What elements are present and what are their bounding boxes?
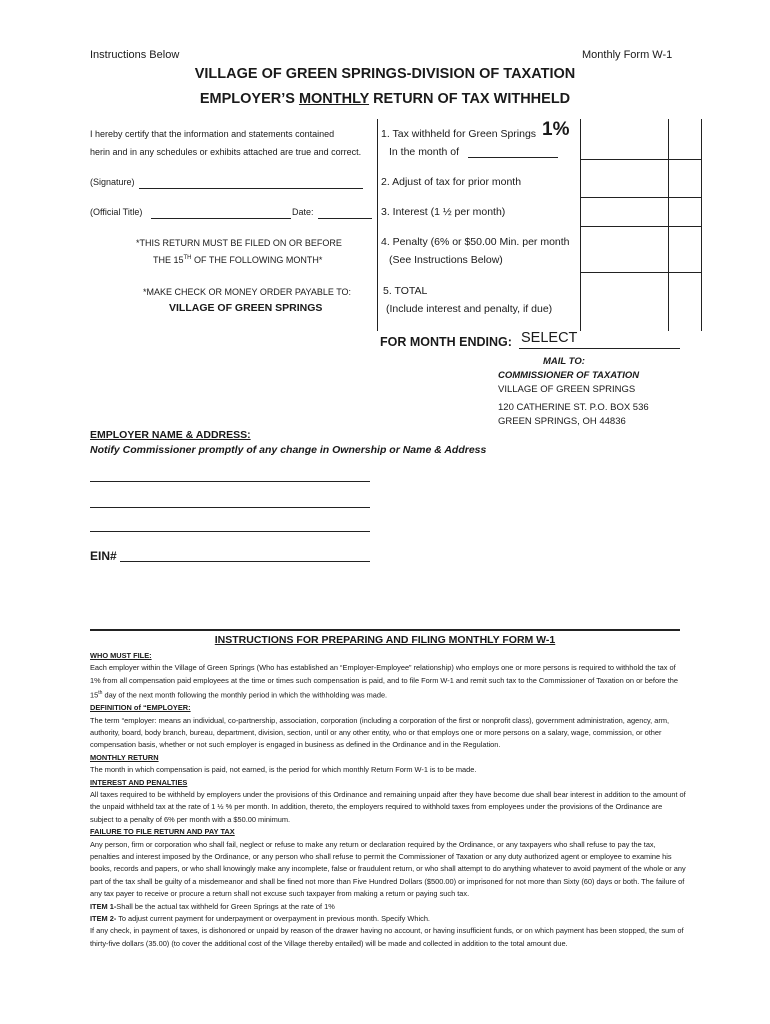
who-must-file-heading: WHO MUST FILE: [90, 651, 152, 660]
official-title-field[interactable] [151, 218, 291, 219]
item-1-month-label: In the month of [389, 146, 460, 158]
item-1-label: 1. Tax withheld for Green Springs [381, 128, 537, 140]
ein-label: EIN# [90, 549, 117, 563]
items-right-border [701, 119, 702, 331]
dishonored-check-text: If any check, in payment of taxes, is dishonored or unpaid by reason of the drawer having no account, or having insufficient funds, or on which payment has been stopped, the sum of thirty-five dollars (35.00) (to cover the additional cost of the Village thereby entailed) will be made and collected in addition to the total amount due. [90, 926, 684, 948]
item-2-row-line [580, 197, 701, 198]
item-2-amount-input[interactable] [582, 161, 667, 196]
payee-name: VILLAGE OF GREEN SPRINGS [169, 302, 323, 314]
page-title: VILLAGE OF GREEN SPRINGS-DIVISION OF TAXATION [194, 66, 576, 82]
item-3-amount-input[interactable] [582, 199, 667, 225]
mail-to-label: MAIL TO: [543, 356, 585, 367]
definition-text: The term “employer: means an individual, co-partnership, association, corporation (including a corporation of the first or nonprofit class), government administration, agency, arm, authority, board, body branch, bureau, department, division, section, until or any other entity, who or that employs one or more persons on a salary, wage, commission, or other compensation basis, whether or not such employer is engaged in business as defined in the Ordinance and in the Regulation. [90, 715, 670, 750]
mail-street: 120 CATHERINE ST. P.O. BOX 536 [498, 402, 649, 413]
item-5-amount-input[interactable] [582, 274, 667, 330]
month-ending-label: FOR MONTH ENDING: [380, 335, 512, 349]
month-ending-select[interactable]: SELECT [521, 330, 578, 346]
failure-to-file-heading: FAILURE TO FILE RETURN AND PAY TAX [90, 827, 235, 837]
section-divider [90, 629, 680, 631]
instructions-body [90, 650, 686, 950]
instructions-title: INSTRUCTIONS FOR PREPARING AND FILING MONTHLY FORM W-1 [214, 634, 556, 646]
signature-field[interactable] [139, 188, 363, 189]
item-3-row-line [580, 226, 701, 227]
item-2-instruction: ITEM 2- To adjust current payment for underpayment or overpayment in previous month. Specify Which. [90, 914, 430, 923]
employer-address-line-1[interactable] [90, 481, 370, 482]
item-5-label: 5. TOTAL [383, 285, 428, 297]
monthly-return-heading: MONTHLY RETURN [90, 752, 159, 762]
signature-label: (Signature) [90, 177, 135, 187]
item-5-note: (Include interest and penalty, if due) [386, 303, 553, 315]
item-1-amount-input[interactable] [582, 121, 667, 158]
filing-note-line-2: THE 15TH OF THE FOLLOWING MONTH* [153, 255, 323, 265]
employer-notify: Notify Commissioner promptly of any change in Ownership or Name & Address [90, 444, 487, 456]
amount-column-border [580, 119, 581, 331]
date-label: Date: [292, 207, 314, 217]
item-3-label: 3. Interest (1 ½ per month) [381, 206, 506, 218]
certification-line-1: I hereby certify that the information and statements contained [90, 129, 335, 139]
monthly-return-text: The month in which compensation is paid, not earned, is the period for which monthly Return Form W-1 is to be made. [90, 765, 477, 775]
item-4-note: (See Instructions Below) [389, 254, 503, 266]
item-1-row-line [580, 159, 701, 160]
items-left-border [377, 119, 378, 331]
item-4-row-line [580, 272, 701, 273]
form-number: Monthly Form W-1 [582, 49, 673, 61]
definition-heading: DEFINITION of “EMPLOYER: [90, 703, 191, 713]
employer-address-line-3[interactable] [90, 531, 370, 532]
page-subtitle: EMPLOYER’S MONTHLY RETURN OF TAX WITHHELD [199, 91, 571, 107]
ein-field[interactable] [120, 561, 370, 562]
tax-rate: 1% [542, 119, 570, 140]
item-4-label: 4. Penalty (6% or $50.00 Min. per month [381, 236, 570, 248]
item-1-instruction: ITEM 1-Shall be the actual tax withheld for Green Springs at the rate of 1% [90, 901, 335, 911]
item-2-label: 2. Adjust of tax for prior month [381, 176, 522, 188]
item-4-amount-input[interactable] [582, 228, 667, 271]
mail-commissioner: COMMISSIONER OF TAXATION [498, 370, 640, 381]
month-ending-underline [519, 348, 680, 349]
date-field[interactable] [318, 218, 372, 219]
mail-city: GREEN SPRINGS, OH 44836 [498, 416, 626, 427]
employer-address-line-2[interactable] [90, 507, 370, 508]
interest-penalties-text: All taxes required to be withheld by employers under the provisions of this Ordinance and remaining unpaid after they have become due shall bear interest in addition to the amount of the unpaid withheld tax at the rate of 1 ½ % per month. In addition, thereto, the employers required to withhold taxes from employees under the provisions of the Ordinance are subject to a penalty of 6% per month with a $50.00 minimum. [90, 789, 686, 824]
employer-heading: EMPLOYER NAME & ADDRESS: [90, 429, 251, 441]
interest-penalties-heading: INTEREST AND PENALTIES [90, 777, 188, 787]
failure-to-file-text: Any person, firm or corporation who shall fail, neglect or refuse to make any return or declaration required by the Ordinance, or any taxpayers who shall refuse to pay the tax, penalties and interest imposed by the Ordinance, or any person who shall refuse to permit the Commissioner of Taxation or any duty authorized agent or employee to examine his books, records and papers, or who shall knowingly make any incomplete, false or fraudulent return, or who shall attempt to do anything whatever to avoid payment of the whole or any part of the tax shall be guilty of a misdemeanor and shall be fined not more than Five Hundred Dollars ($500.00) or imprisoned for not more than Sixty (60) days or both. The failure of any tax payer to receive or procure a return shall not excuse such taxpayer from making a return or paying such tax. [90, 839, 686, 899]
certification-line-2: herin and in any schedules or exhibits attached are true and correct. [90, 147, 362, 157]
who-must-file-text: Each employer within the Village of Green Springs (Who has established an “Employer-Employee” relationship) who employs one or more persons is required to withhold the tax of 1% from all compensation paid employees at the time or times such compensation is paid, and to file Form W-1 and remit such tax to the Commissioner of Taxation on or before the 15th day of the next month following the monthly period in which the withholding was made. [90, 663, 678, 700]
header-left-text: Instructions Below [90, 49, 180, 61]
filing-note-line-1: *THIS RETURN MUST BE FILED ON OR BEFORE [136, 238, 342, 248]
cents-column-border [668, 119, 669, 331]
item-1-month-field[interactable] [468, 157, 558, 158]
payment-note: *MAKE CHECK OR MONEY ORDER PAYABLE TO: [143, 287, 352, 297]
official-title-label: (Official Title) [90, 207, 143, 217]
mail-village: VILLAGE OF GREEN SPRINGS [498, 384, 636, 395]
